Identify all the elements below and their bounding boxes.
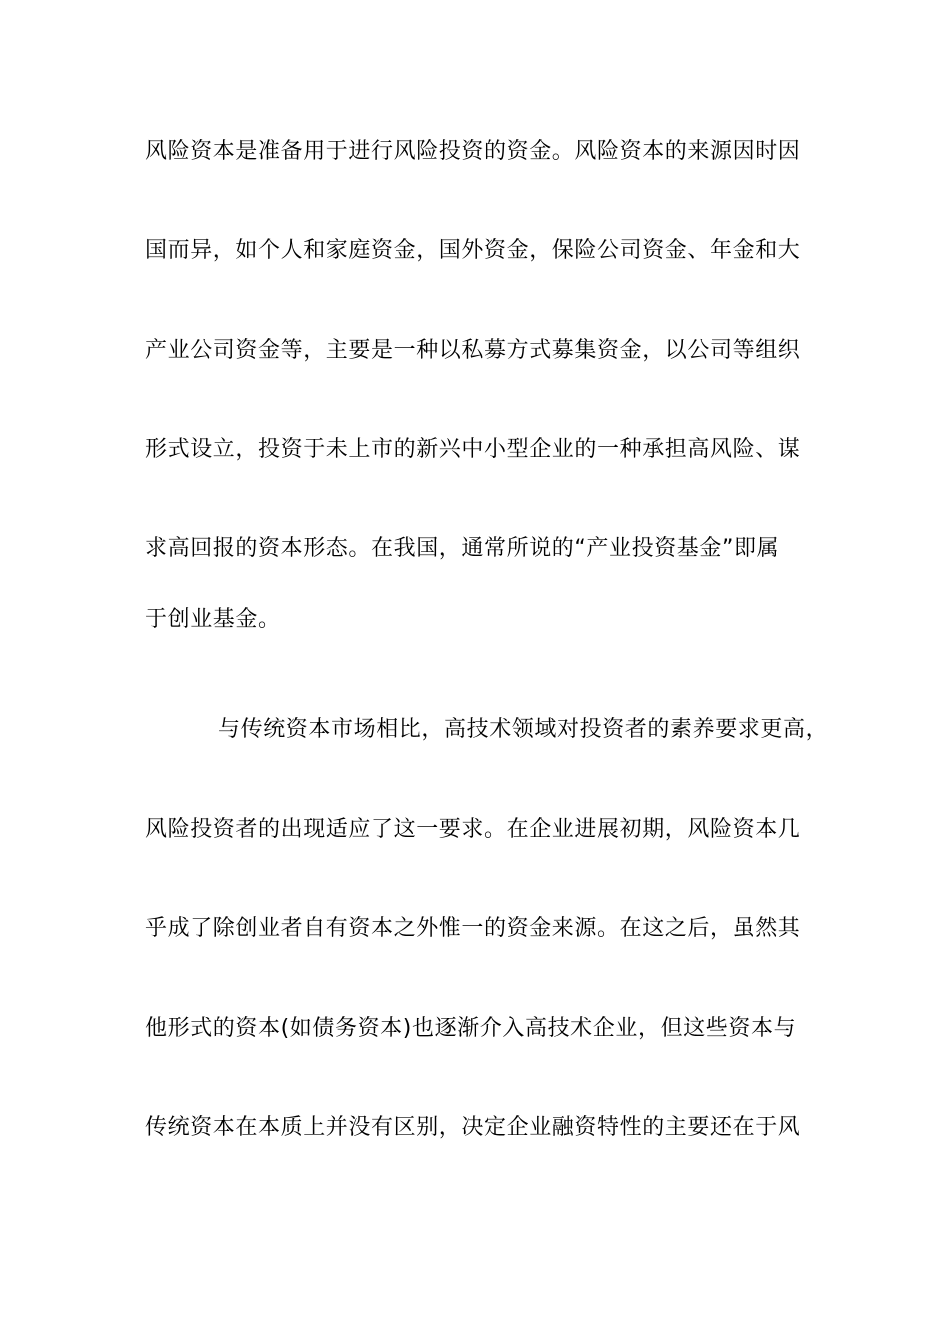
text-line: 风险投资者的出现适应了这一要求。在企业进展初期，风险资本几 — [145, 817, 801, 842]
text-line: 风险资本是准备用于进行风险投资的资金。风险资本的来源因时因 — [145, 139, 801, 164]
text-line: 产业公司资金等，主要是一种以私募方式募集资金，以公司等组织 — [145, 338, 801, 363]
text-line: 乎成了除创业者自有资本之外惟一的资金来源。在这之后，虽然其 — [145, 916, 801, 941]
text-line: 与传统资本市场相比，高技术领域对投资者的素养要求更高， — [218, 717, 829, 742]
text-line: 国而异，如个人和家庭资金，国外资金，保险公司资金、年金和大 — [145, 238, 801, 263]
text-line: 传统资本在本质上并没有区别，决定企业融资特性的主要还在于风 — [145, 1115, 801, 1140]
text-line: 形式设立，投资于未上市的新兴中小型企业的一种承担高风险、谋 — [145, 437, 801, 462]
text-line: 求高回报的资本形态。在我国，通常所说的“产业投资基金”即属 — [145, 536, 780, 561]
text-line: 他形式的资本(如债务资本)也逐渐介入高技术企业，但这些资本与 — [145, 1016, 797, 1041]
text-line: 于创业基金。 — [145, 607, 281, 632]
